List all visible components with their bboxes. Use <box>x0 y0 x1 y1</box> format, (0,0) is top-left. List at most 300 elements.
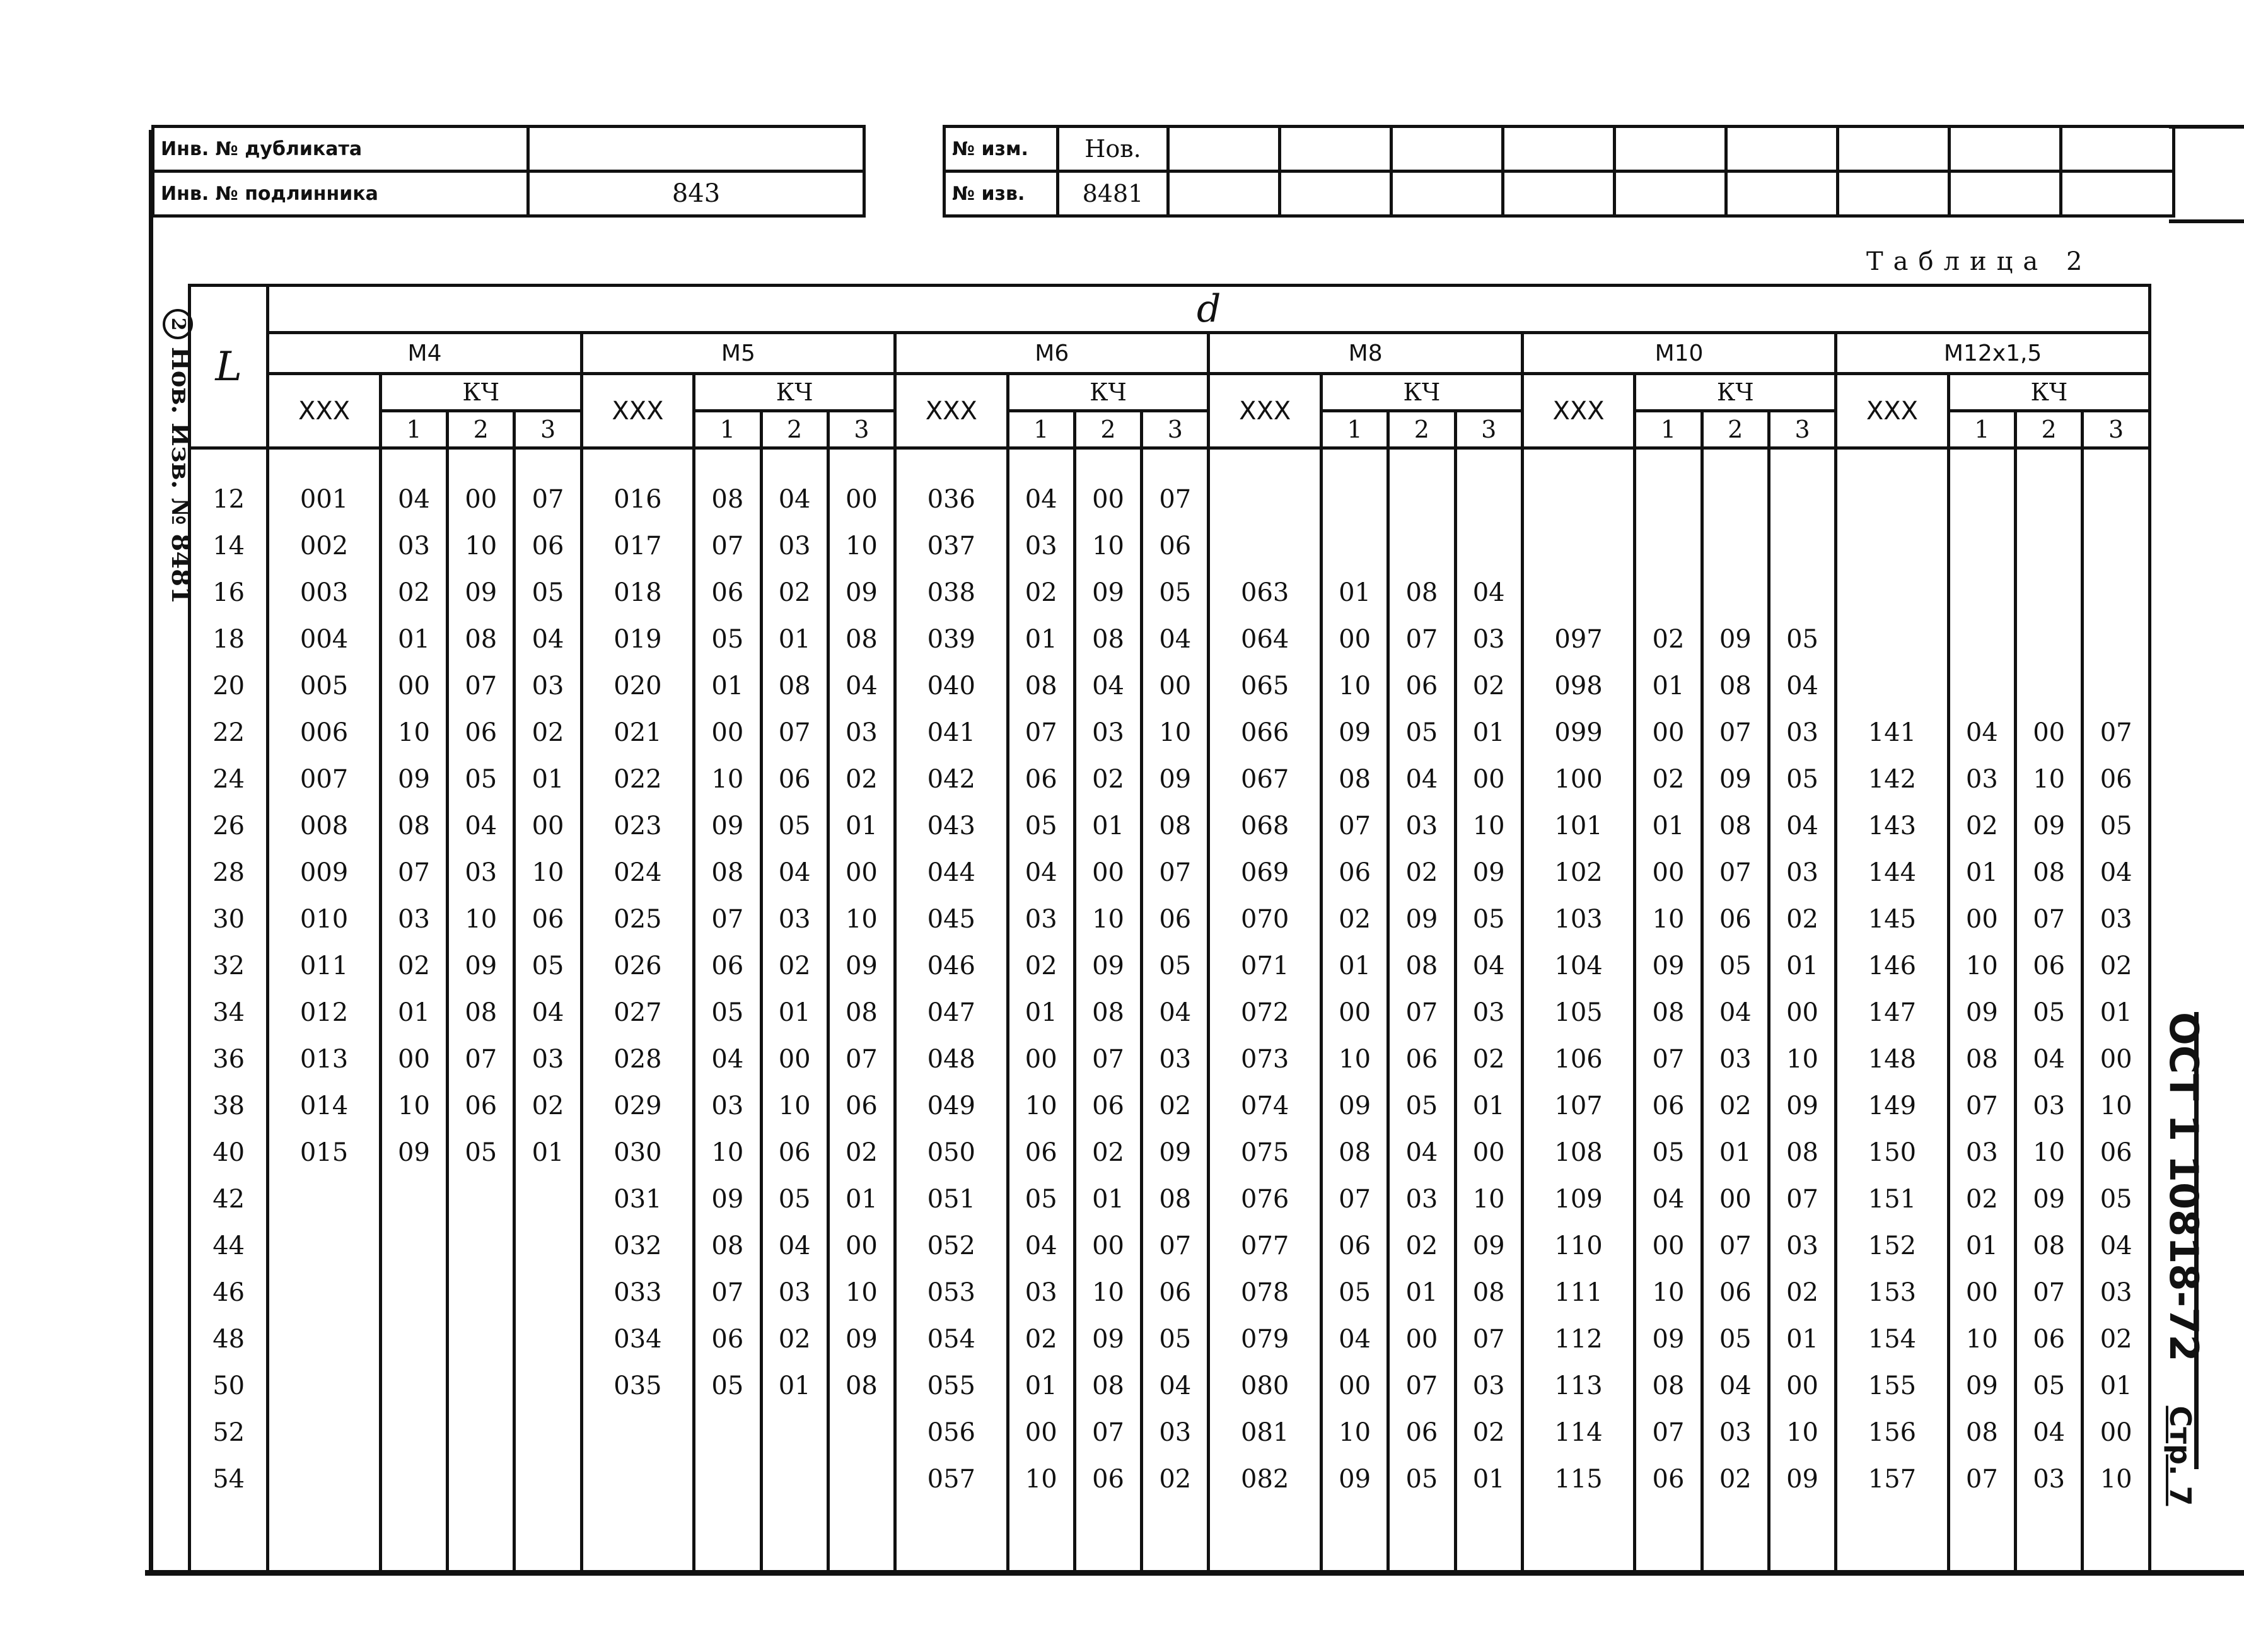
length-cell: 28 <box>190 849 268 896</box>
code-cell: 043 <box>895 803 1008 849</box>
code-cell: 03 <box>1074 709 1141 756</box>
code-cell: 05 <box>1388 709 1455 756</box>
code-cell: 10 <box>1008 1083 1074 1129</box>
code-cell: 02 <box>1142 1456 1209 1503</box>
code-cell: 10 <box>448 896 514 943</box>
code-cell: 10 <box>828 1269 895 1316</box>
xxx-header: XXX <box>1522 374 1634 448</box>
code-cell: 09 <box>1948 1363 2015 1409</box>
code-cell: 098 <box>1522 663 1634 709</box>
code-cell: 143 <box>1836 803 1948 849</box>
code-cell: 09 <box>1702 616 1769 663</box>
spacer-cell <box>1074 1503 1141 1573</box>
code-cell: 09 <box>1702 756 1769 803</box>
code-cell: 09 <box>2016 803 2083 849</box>
code-cell: 00 <box>761 1036 828 1083</box>
code-cell <box>448 1456 514 1503</box>
code-cell: 00 <box>1008 1036 1074 1083</box>
code-cell <box>514 1409 581 1456</box>
code-cell: 04 <box>1455 569 1522 616</box>
code-cell <box>1321 476 1388 523</box>
spacer-cell <box>895 1503 1008 1573</box>
code-cell: 06 <box>1008 756 1074 803</box>
code-cell: 03 <box>1702 1409 1769 1456</box>
kch-subcolumn-header: 2 <box>2016 411 2083 448</box>
table-row <box>190 709 2150 756</box>
code-cell: 00 <box>1321 616 1388 663</box>
stamp-empty-cell <box>1950 172 2061 216</box>
code-cell: 101 <box>1522 803 1634 849</box>
code-cell: 002 <box>268 523 380 569</box>
xxx-header: XXX <box>895 374 1008 448</box>
code-cell: 033 <box>581 1269 694 1316</box>
code-cell <box>514 1363 581 1409</box>
stamp-empty-cell <box>1615 127 1726 172</box>
code-cell: 113 <box>1522 1363 1634 1409</box>
code-cell: 018 <box>581 569 694 616</box>
code-cell <box>1388 523 1455 569</box>
spacer-cell <box>1388 448 1455 477</box>
spacer-cell <box>268 448 380 477</box>
code-cell: 00 <box>1635 1223 1702 1269</box>
code-cell: 069 <box>1209 849 1321 896</box>
code-cell: 07 <box>1702 709 1769 756</box>
original-inventory-value: 843 <box>528 172 864 216</box>
length-cell: 46 <box>190 1269 268 1316</box>
code-cell: 10 <box>1948 943 2015 989</box>
code-cell: 09 <box>2016 1176 2083 1223</box>
code-cell: 04 <box>1388 756 1455 803</box>
code-cell: 031 <box>581 1176 694 1223</box>
code-cell: 02 <box>514 709 581 756</box>
code-cell: 10 <box>1769 1036 1835 1083</box>
spacer-cell <box>1836 448 1948 477</box>
code-cell: 02 <box>1702 1083 1769 1129</box>
change-number-value: Нов. <box>1058 127 1168 172</box>
code-cell: 05 <box>1388 1456 1455 1503</box>
code-cell: 082 <box>1209 1456 1321 1503</box>
code-cell: 10 <box>694 1129 761 1176</box>
code-cell: 057 <box>895 1456 1008 1503</box>
code-cell <box>268 1363 380 1409</box>
code-cell: 02 <box>1769 896 1835 943</box>
code-cell: 04 <box>1769 803 1835 849</box>
kch-subcolumn-header: 2 <box>448 411 514 448</box>
page-number: Стр. 7 <box>2163 1405 2197 1506</box>
code-cell: 071 <box>1209 943 1321 989</box>
code-cell: 07 <box>1388 616 1455 663</box>
table-top-spacer <box>190 448 2150 477</box>
stamp-empty-cell <box>1726 172 1838 216</box>
spacer-cell <box>1008 1503 1074 1573</box>
code-cell: 04 <box>448 803 514 849</box>
code-cell: 06 <box>1388 1036 1455 1083</box>
code-cell: 06 <box>2083 756 2150 803</box>
code-cell: 02 <box>514 1083 581 1129</box>
stamp-empty-cell <box>1838 127 1950 172</box>
code-cell: 01 <box>1455 709 1522 756</box>
code-cell <box>380 1223 447 1269</box>
kch-subcolumn-header: 3 <box>1455 411 1522 448</box>
code-cell: 08 <box>1074 1363 1141 1409</box>
spacer-cell <box>828 1503 895 1573</box>
table-row <box>190 569 2150 616</box>
code-cell <box>761 1456 828 1503</box>
kch-header: КЧ <box>1008 374 1209 411</box>
code-cell: 023 <box>581 803 694 849</box>
kch-subcolumn-header: 1 <box>1008 411 1074 448</box>
code-cell: 03 <box>1008 523 1074 569</box>
duplicate-inventory-value <box>528 127 864 172</box>
code-cell: 030 <box>581 1129 694 1176</box>
code-cell: 08 <box>448 989 514 1036</box>
code-cell <box>514 1223 581 1269</box>
code-cell: 001 <box>268 476 380 523</box>
notice-number-value: 8481 <box>1058 172 1168 216</box>
code-cell: 03 <box>2016 1456 2083 1503</box>
code-cell: 04 <box>828 663 895 709</box>
code-cell: 09 <box>1769 1456 1835 1503</box>
spacer-cell <box>1948 1503 2015 1573</box>
length-cell: 54 <box>190 1456 268 1503</box>
spacer-cell <box>1769 448 1835 477</box>
spacer-cell <box>828 448 895 477</box>
code-cell: 00 <box>514 803 581 849</box>
code-cell <box>581 1409 694 1456</box>
code-cell: 07 <box>1635 1409 1702 1456</box>
code-cell: 03 <box>1142 1409 1209 1456</box>
code-cell: 07 <box>1074 1409 1141 1456</box>
table-row <box>190 943 2150 989</box>
code-cell: 007 <box>268 756 380 803</box>
code-cell: 09 <box>1769 1083 1835 1129</box>
code-cell: 01 <box>1008 616 1074 663</box>
code-cell: 07 <box>1635 1036 1702 1083</box>
code-cell <box>2016 663 2083 709</box>
code-cell <box>2083 523 2150 569</box>
code-cell: 06 <box>1142 523 1209 569</box>
code-cell: 052 <box>895 1223 1008 1269</box>
table-row <box>190 1316 2150 1363</box>
code-cell: 08 <box>2016 849 2083 896</box>
code-cell <box>514 1176 581 1223</box>
code-cell: 09 <box>1321 1083 1388 1129</box>
code-cell: 068 <box>1209 803 1321 849</box>
code-cell: 065 <box>1209 663 1321 709</box>
code-cell: 03 <box>761 523 828 569</box>
code-cell: 08 <box>761 663 828 709</box>
code-cell: 144 <box>1836 849 1948 896</box>
code-cell <box>514 1316 581 1363</box>
code-cell: 02 <box>761 1316 828 1363</box>
code-cell: 04 <box>1142 616 1209 663</box>
code-cell: 04 <box>1321 1316 1388 1363</box>
code-cell: 157 <box>1836 1456 1948 1503</box>
code-cell: 02 <box>380 943 447 989</box>
code-cell <box>1836 616 1948 663</box>
code-cell: 09 <box>380 756 447 803</box>
code-cell: 00 <box>1388 1316 1455 1363</box>
kch-subcolumn-header: 1 <box>380 411 447 448</box>
code-cell: 06 <box>761 1129 828 1176</box>
code-cell: 02 <box>1074 1129 1141 1176</box>
code-cell: 01 <box>380 616 447 663</box>
table-row <box>190 896 2150 943</box>
thread-size-header: M8 <box>1209 333 1522 374</box>
code-cell: 10 <box>1074 523 1141 569</box>
code-cell: 012 <box>268 989 380 1036</box>
code-cell: 10 <box>1074 896 1141 943</box>
code-cell: 06 <box>448 709 514 756</box>
code-cell: 01 <box>1008 989 1074 1036</box>
code-cell: 06 <box>1142 1269 1209 1316</box>
code-cell: 07 <box>694 1269 761 1316</box>
code-cell: 09 <box>1321 1456 1388 1503</box>
code-cell: 019 <box>581 616 694 663</box>
code-cell: 109 <box>1522 1176 1634 1223</box>
code-cell: 115 <box>1522 1456 1634 1503</box>
stamp-changes <box>943 125 2175 218</box>
table-header <box>190 286 2150 448</box>
spacer-cell <box>1142 1503 1209 1573</box>
code-cell: 04 <box>2083 849 2150 896</box>
header-row-d <box>190 286 2150 333</box>
kch-subcolumn-header: 3 <box>828 411 895 448</box>
code-cell: 04 <box>1008 476 1074 523</box>
code-cell: 06 <box>694 569 761 616</box>
code-cell: 08 <box>1455 1269 1522 1316</box>
spacer-cell <box>1142 448 1209 477</box>
code-cell: 08 <box>2016 1223 2083 1269</box>
code-cell: 040 <box>895 663 1008 709</box>
code-cell <box>2016 569 2083 616</box>
code-cell: 038 <box>895 569 1008 616</box>
code-cell <box>268 1316 380 1363</box>
code-cell: 08 <box>1321 1129 1388 1176</box>
code-cell: 055 <box>895 1363 1008 1409</box>
code-cell: 020 <box>581 663 694 709</box>
code-cell: 05 <box>761 803 828 849</box>
code-cell: 152 <box>1836 1223 1948 1269</box>
table-row <box>190 756 2150 803</box>
code-cell: 02 <box>1635 756 1702 803</box>
code-cell: 03 <box>1455 989 1522 1036</box>
code-cell: 04 <box>2016 1036 2083 1083</box>
code-cell: 07 <box>1142 1223 1209 1269</box>
code-cell: 07 <box>1008 709 1074 756</box>
code-cell <box>828 1456 895 1503</box>
code-cell: 07 <box>448 1036 514 1083</box>
length-cell: 20 <box>190 663 268 709</box>
code-cell: 06 <box>514 523 581 569</box>
code-cell <box>1702 476 1769 523</box>
length-cell: 52 <box>190 1409 268 1456</box>
code-cell: 04 <box>380 476 447 523</box>
code-cell: 01 <box>694 663 761 709</box>
code-cell: 06 <box>694 943 761 989</box>
code-cell: 03 <box>761 896 828 943</box>
code-cell: 00 <box>1455 756 1522 803</box>
code-cell: 00 <box>1008 1409 1074 1456</box>
duplicate-inventory-label: Инв. № дубликата <box>153 127 528 172</box>
code-cell: 054 <box>895 1316 1008 1363</box>
spacer-cell <box>268 1503 380 1573</box>
code-cell: 01 <box>1321 943 1388 989</box>
code-cell: 10 <box>1635 1269 1702 1316</box>
code-cell: 00 <box>1074 476 1141 523</box>
code-cell: 014 <box>268 1083 380 1129</box>
code-cell: 08 <box>448 616 514 663</box>
code-cell: 024 <box>581 849 694 896</box>
code-cell: 01 <box>1074 803 1141 849</box>
code-cell <box>448 1223 514 1269</box>
code-cell: 01 <box>514 1129 581 1176</box>
code-cell: 06 <box>448 1083 514 1129</box>
code-cell: 03 <box>2083 896 2150 943</box>
code-cell <box>448 1363 514 1409</box>
code-cell: 099 <box>1522 709 1634 756</box>
code-cell: 10 <box>380 1083 447 1129</box>
code-cell: 02 <box>828 1129 895 1176</box>
code-cell: 056 <box>895 1409 1008 1456</box>
code-cell: 034 <box>581 1316 694 1363</box>
code-cell: 153 <box>1836 1269 1948 1316</box>
table-row <box>190 1129 2150 1176</box>
code-cell: 00 <box>694 709 761 756</box>
code-cell: 07 <box>1321 803 1388 849</box>
length-cell: 40 <box>190 1129 268 1176</box>
code-cell: 111 <box>1522 1269 1634 1316</box>
code-cell: 05 <box>1321 1269 1388 1316</box>
stamp-empty-cell <box>2061 172 2174 216</box>
code-cell: 07 <box>1388 989 1455 1036</box>
code-cell: 00 <box>448 476 514 523</box>
code-cell: 03 <box>1008 896 1074 943</box>
code-cell: 02 <box>1008 1316 1074 1363</box>
code-cell: 027 <box>581 989 694 1036</box>
stamp-inventory <box>151 125 866 218</box>
code-cell: 107 <box>1522 1083 1634 1129</box>
length-cell: 42 <box>190 1176 268 1223</box>
spacer-cell <box>514 1503 581 1573</box>
code-cell <box>761 1409 828 1456</box>
code-cell <box>268 1223 380 1269</box>
code-cell: 03 <box>514 663 581 709</box>
code-cell: 006 <box>268 709 380 756</box>
code-cell <box>828 1409 895 1456</box>
spacer-cell <box>2016 448 2083 477</box>
table-row <box>190 1036 2150 1083</box>
length-cell: 24 <box>190 756 268 803</box>
code-cell: 03 <box>1948 756 2015 803</box>
code-cell: 02 <box>1948 803 2015 849</box>
code-cell: 03 <box>694 1083 761 1129</box>
code-cell: 148 <box>1836 1036 1948 1083</box>
code-cell: 072 <box>1209 989 1321 1036</box>
code-cell: 015 <box>268 1129 380 1176</box>
code-cell: 10 <box>1321 663 1388 709</box>
code-cell: 05 <box>1008 803 1074 849</box>
code-cell <box>1388 476 1455 523</box>
code-cell: 03 <box>1948 1129 2015 1176</box>
code-cell: 07 <box>2083 709 2150 756</box>
code-cell: 08 <box>1702 803 1769 849</box>
code-cell: 09 <box>1455 849 1522 896</box>
code-cell: 01 <box>1702 1129 1769 1176</box>
code-cell: 06 <box>1074 1083 1141 1129</box>
code-cell: 03 <box>761 1269 828 1316</box>
code-cell: 10 <box>1074 1269 1141 1316</box>
length-cell: 18 <box>190 616 268 663</box>
code-cell: 035 <box>581 1363 694 1409</box>
code-cell: 00 <box>828 1223 895 1269</box>
code-cell: 09 <box>448 943 514 989</box>
code-cell <box>1836 523 1948 569</box>
code-cell: 07 <box>1142 849 1209 896</box>
code-cell: 03 <box>2083 1269 2150 1316</box>
code-cell: 05 <box>694 989 761 1036</box>
spacer-cell <box>1455 1503 1522 1573</box>
code-cell: 09 <box>1388 896 1455 943</box>
code-cell: 009 <box>268 849 380 896</box>
code-cell: 010 <box>268 896 380 943</box>
spacer-cell <box>1209 448 1321 477</box>
kch-subcolumn-header: 1 <box>1948 411 2015 448</box>
code-cell: 03 <box>1388 1176 1455 1223</box>
code-cell: 07 <box>1702 849 1769 896</box>
code-cell: 042 <box>895 756 1008 803</box>
code-cell: 07 <box>1948 1083 2015 1129</box>
code-cell: 10 <box>2083 1083 2150 1129</box>
code-cell: 078 <box>1209 1269 1321 1316</box>
code-cell: 02 <box>1074 756 1141 803</box>
code-cell: 01 <box>1074 1176 1141 1223</box>
code-cell: 10 <box>1769 1409 1835 1456</box>
code-cell: 10 <box>514 849 581 896</box>
code-cell: 05 <box>1769 756 1835 803</box>
code-cell <box>694 1456 761 1503</box>
code-cell <box>2083 663 2150 709</box>
code-cell: 032 <box>581 1223 694 1269</box>
code-cell: 10 <box>448 523 514 569</box>
code-cell: 029 <box>581 1083 694 1129</box>
code-cell: 146 <box>1836 943 1948 989</box>
code-cell: 05 <box>1142 1316 1209 1363</box>
thread-size-header: M4 <box>268 333 581 374</box>
code-cell: 03 <box>1008 1269 1074 1316</box>
stamp-continuation-lines <box>2169 125 2244 223</box>
stamp-row-notice-number <box>945 172 2174 216</box>
header-row-sizes <box>190 333 2150 374</box>
code-cell <box>1836 569 1948 616</box>
code-cell: 021 <box>581 709 694 756</box>
code-cell <box>268 1409 380 1456</box>
code-cell <box>1635 523 1702 569</box>
spacer-cell <box>694 1503 761 1573</box>
spacer-cell <box>448 1503 514 1573</box>
kch-header: КЧ <box>380 374 581 411</box>
code-cell: 00 <box>1074 1223 1141 1269</box>
stamp-empty-cell <box>1168 172 1280 216</box>
kch-header: КЧ <box>1635 374 1836 411</box>
spacer-cell <box>190 448 268 477</box>
stamp-empty-cell <box>2061 127 2174 172</box>
code-cell: 03 <box>1388 803 1455 849</box>
code-cell: 10 <box>761 1083 828 1129</box>
code-cell: 10 <box>828 523 895 569</box>
code-cell <box>581 1456 694 1503</box>
code-cell: 07 <box>514 476 581 523</box>
